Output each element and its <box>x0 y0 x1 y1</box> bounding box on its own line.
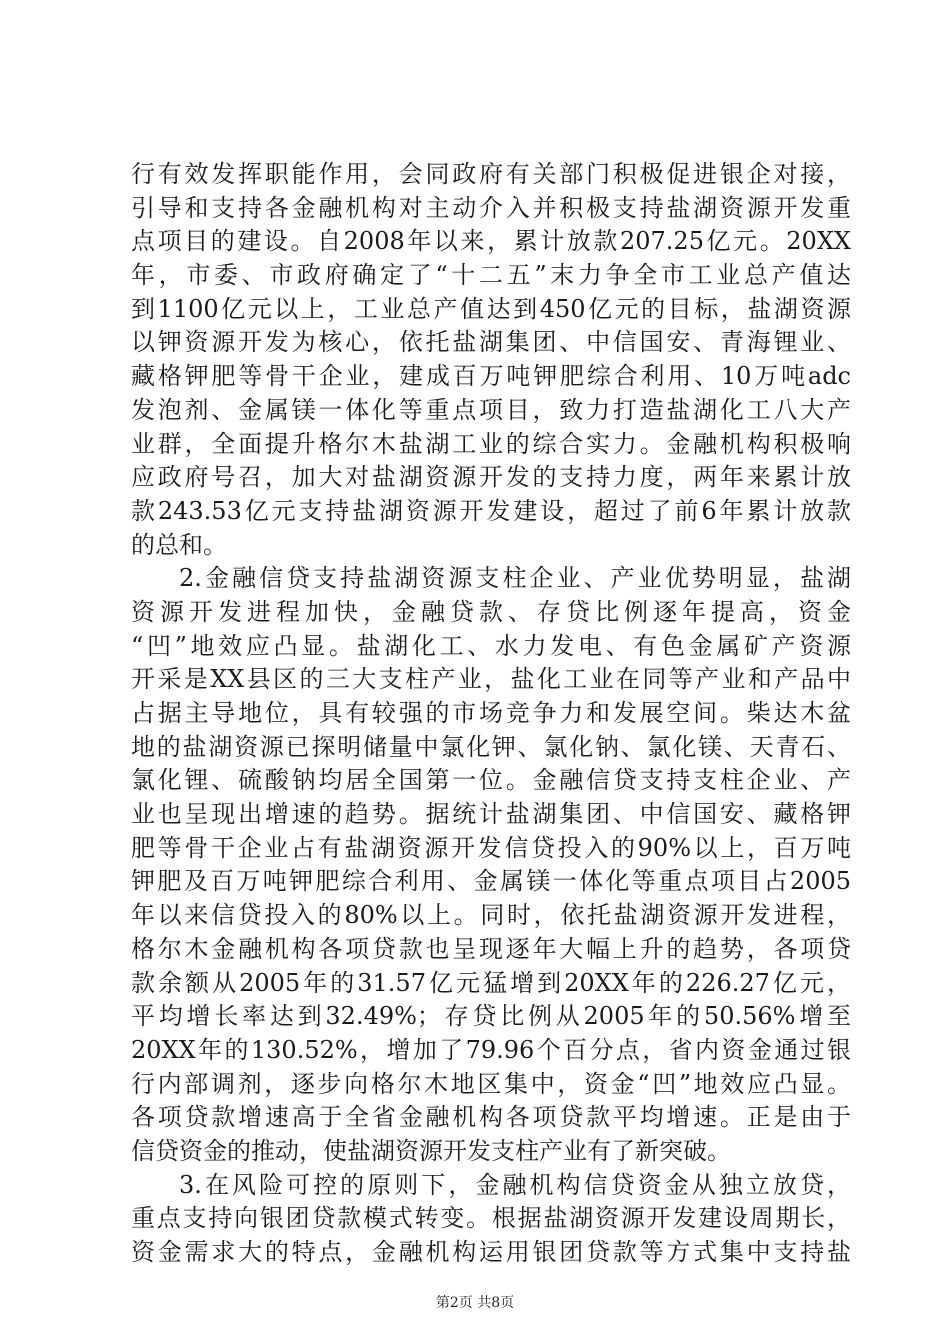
text-line: 资金需求大的特点，金融机构运用银团贷款等方式集中支持盐 <box>131 1238 851 1266</box>
text-line: 业群，全面提升格尔木盐湖工业的综合实力。金融机构积极响 <box>131 429 851 458</box>
text-line: 钾肥及百万吨钾肥综合利用、金属镁一体化等重点项目占2005 <box>131 867 851 896</box>
text-line: 应政府号召，加大对盐湖资源开发的支持力度，两年来累计放 <box>131 463 851 492</box>
text-line: 各项贷款增速高于全省金融机构各项贷款平均增速。正是由于 <box>131 1103 851 1132</box>
body-text <box>131 158 851 1270</box>
text-line: 款余额从2005年的31.57亿元猛增到20XX年的226.27亿元， <box>131 968 851 997</box>
text-line: 款243.53亿元支持盐湖资源开发建设，超过了前6年累计放款 <box>131 496 851 525</box>
text-line: 点项目的建设。自2008年以来，累计放款207.25亿元。20XX <box>131 227 851 256</box>
text-line: 开采是XX县区的三大支柱产业，盐化工业在同等产业和产品中 <box>131 665 851 694</box>
text-line: 格尔木金融机构各项贷款也呈现逐年大幅上升的趋势，各项贷 <box>131 934 851 963</box>
paragraph-3-start: 3.在风险可控的原则下，金融机构信贷资金从独立放贷， <box>179 1170 851 1199</box>
text-line: 的总和。 <box>131 530 227 559</box>
text-line: 发泡剂、金属镁一体化等重点项目，致力打造盐湖化工八大产 <box>131 395 851 424</box>
text-line: 年以来信贷投入的80%以上。同时，依托盐湖资源开发进程， <box>131 901 851 930</box>
text-line: 占据主导地位，具有较强的市场竞争力和发展空间。柴达木盆 <box>131 699 851 727</box>
text-line: 资源开发进程加快，金融贷款、存贷比例逐年提高，资金 <box>131 597 851 626</box>
text-line: 业也呈现出增速的趋势。据统计盐湖集团、中信国安、藏格钾 <box>131 800 851 829</box>
page-number-footer: 第2页 共8页 <box>435 1295 515 1311</box>
text-line: 行内部调剂，逐步向格尔木地区集中，资金“凹”地效应凸显。 <box>131 1069 851 1098</box>
text-line: 引导和支持各金融机构对主动介入并积极支持盐湖资源开发重 <box>131 193 851 222</box>
text-line: 信贷资金的推动，使盐湖资源开发支柱产业有了新突破。 <box>131 1136 731 1165</box>
text-line: 地的盐湖资源已探明储量中氯化钾、氯化钠、氯化镁、天青石、 <box>131 732 851 761</box>
text-line: 20XX年的130.52%，增加了79.96个百分点，省内资金通过银 <box>131 1035 851 1064</box>
text-line: 以钾资源开发为核心，依托盐湖集团、中信国安、青海锂业、 <box>131 328 851 357</box>
text-line: 藏格钾肥等骨干企业，建成百万吨钾肥综合利用、10万吨adc <box>131 362 851 391</box>
text-line: 重点支持向银团贷款模式转变。根据盐湖资源开发建设周期长， <box>131 1204 851 1233</box>
text-line: 平均增长率达到32.49%；存贷比例从2005年的50.56%增至 <box>131 1002 851 1031</box>
text-line: “凹”地效应凸显。盐湖化工、水力发电、有色金属矿产资源 <box>131 631 851 660</box>
text-line: 肥等骨干企业占有盐湖资源开发信贷投入的90%以上，百万吨 <box>131 833 851 862</box>
text-line: 氯化锂、硫酸钠均居全国第一位。金融信贷支持支柱企业、产 <box>131 766 851 795</box>
text-line: 到1100亿元以上，工业总产值达到450亿元的目标，盐湖资源 <box>131 294 851 323</box>
paragraph-2-start: 2.金融信贷支持盐湖资源支柱企业、产业优势明显，盐湖 <box>179 564 851 593</box>
text-line: 年，市委、市政府确定了“十二五”末力争全市工业总产值达 <box>131 261 851 290</box>
text-line: 行有效发挥职能作用，会同政府有关部门积极促进银企对接， <box>131 160 851 188</box>
